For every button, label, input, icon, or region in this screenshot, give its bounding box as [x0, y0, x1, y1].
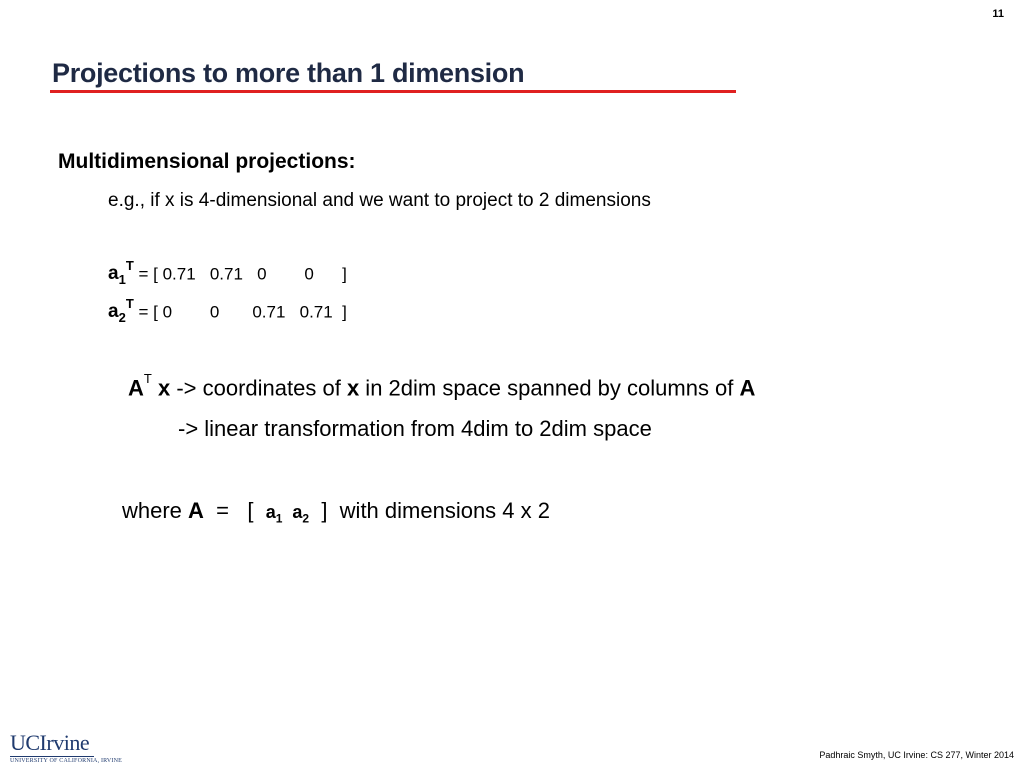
vector-a1-line: [108, 260, 347, 287]
projection-description: $A^T$ x -> coordinates of x in 2dim space spanned by columns of A: [128, 371, 756, 401]
vector-a1-values: = [ 0.71 0.71 0 0 ]: [138, 264, 347, 284]
matrix-definition: where A = [ $a_1$ $a_2$ ] with dimensions 4 x 2: [122, 498, 550, 526]
vector-a2-values: = [ 0 0 0.71 0.71 ]: [138, 302, 347, 322]
slide-number: 11: [992, 8, 1004, 20]
logo-wordmark: UCIrvine: [10, 730, 90, 755]
vector-a2-line: [108, 298, 347, 325]
vector-a2-name: $a_2^T$: [108, 296, 134, 326]
title-underline: [50, 90, 736, 93]
vector-a1-name: $a_1^T$: [108, 258, 134, 288]
logo-subtitle: UNIVERSITY OF CALIFORNIA, IRVINE: [10, 758, 123, 764]
example-text: e.g., if x is 4-dimensional and we want to project to 2 dimensions: [108, 190, 651, 211]
uc-irvine-logo: [10, 732, 122, 764]
slide-title: Projections to more than 1 dimension: [52, 58, 525, 88]
transformation-description: -> linear transformation from 4dim to 2dim space: [178, 416, 652, 441]
section-heading: Multidimensional projections:: [58, 150, 356, 173]
footer-credit: Padhraic Smyth, UC Irvine: CS 277, Winter 2014: [819, 750, 1014, 760]
logo-rule: [10, 756, 94, 757]
